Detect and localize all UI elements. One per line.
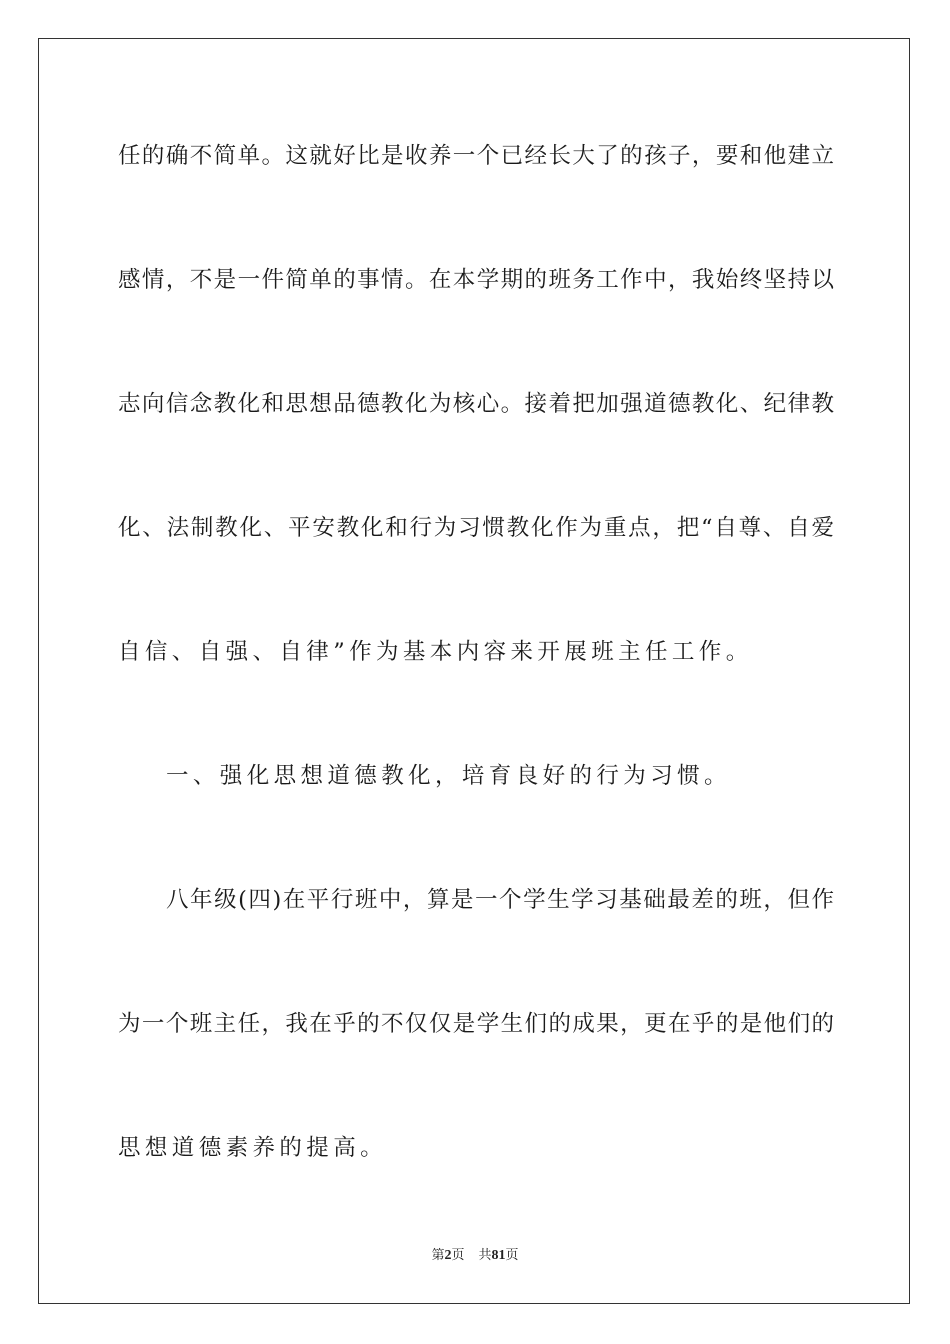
page-footer bbox=[0, 1247, 950, 1265]
body-line-4: 化、法制教化、平安教化和行为习惯教化作为重点，把“自尊、自爱 bbox=[118, 515, 834, 541]
page-border bbox=[38, 38, 910, 1304]
body-line-1: 任的确不简单。这就好比是收养一个已经长大了的孩子，要和他建立 bbox=[118, 143, 834, 169]
body-line-5: 自信、自强、自律”作为基本内容来开展班主任工作。 bbox=[118, 639, 753, 665]
body-line-3: 志向信念教化和思想品德教化为核心。接着把加强道德教化、纪律教 bbox=[118, 391, 834, 417]
body-line-2: 感情，不是一件简单的事情。在本学期的班务工作中，我始终坚持以 bbox=[118, 267, 834, 293]
body-line-7: 八年级(四)在平行班中，算是一个学生学习基础最差的班，但作 bbox=[166, 887, 834, 913]
footer-page-suffix: 页 bbox=[451, 1248, 465, 1263]
section-heading: 一、强化思想道德教化，培育良好的行为习惯。 bbox=[166, 763, 731, 789]
footer-total-prefix: 共 bbox=[478, 1248, 492, 1263]
footer-page-prefix: 第 bbox=[431, 1248, 445, 1263]
footer-total-suffix: 页 bbox=[505, 1248, 519, 1263]
footer-total-pages: 81 bbox=[491, 1248, 506, 1263]
footer-page-number: 2 bbox=[444, 1248, 452, 1263]
body-line-8: 为一个班主任，我在乎的不仅仅是学生们的成果，更在乎的是他们的 bbox=[118, 1011, 834, 1037]
body-line-9: 思想道德素养的提高。 bbox=[118, 1135, 388, 1161]
